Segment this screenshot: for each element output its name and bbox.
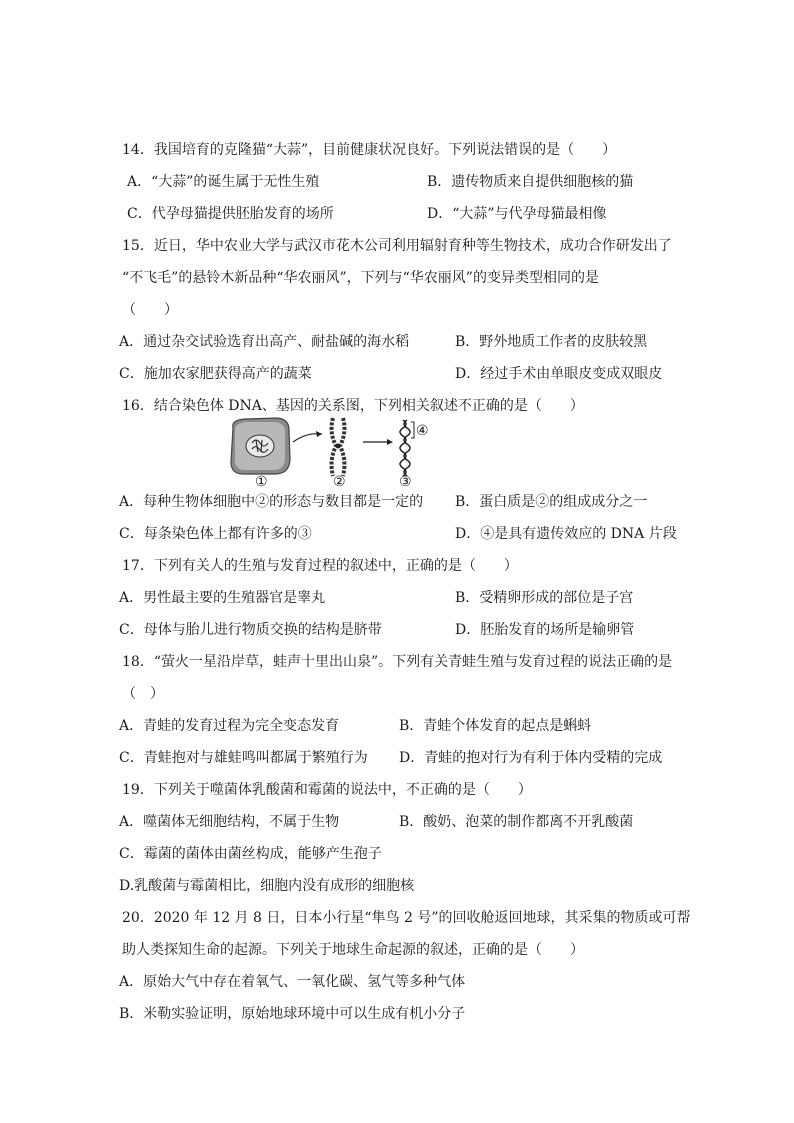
q15-option-d: D．经过手术由单眼皮变成双眼皮 <box>455 366 663 382</box>
q20-option-a: A．原始大气中存在着氧气、一氧化碳、氢气等多种气体 <box>119 974 466 990</box>
q17-option-b: B．受精卵形成的部位是子宫 <box>455 590 634 606</box>
q18-stem-line1: 18．“萤火一星沿岸草，蛙声十里出山泉”。下列有关青蛙生殖与发育过程的说法正确的是 <box>122 654 673 670</box>
dna-helix-icon <box>400 420 410 476</box>
q15-option-c: C．施加农家肥获得高产的蔬菜 <box>119 366 312 382</box>
diagram-graphic <box>225 416 435 480</box>
q17-option-a: A．男性最主要的生殖器官是睾丸 <box>119 590 326 606</box>
q19-stem: 19．下列关于噬菌体乳酸菌和霉菌的说法中，不正确的是（ ） <box>122 782 532 798</box>
q15-stem-line3: （ ） <box>122 302 178 318</box>
chromosome-icon <box>332 418 345 476</box>
q17-stem: 17．下列有关人的生殖与发育过程的叙述中，正确的是（ ） <box>122 558 518 574</box>
q19-option-b: B．酸奶、泡菜的制作都离不开乳酸菌 <box>399 814 634 830</box>
q14-stem: 14．我国培育的克隆猫“大蒜”，目前健康状况良好。下列说法错误的是（ ） <box>122 142 617 158</box>
q16-option-c: C．每条染色体上都有许多的③ <box>119 526 312 542</box>
q18-option-b: B．青蛙个体发育的起点是蝌蚪 <box>399 718 592 734</box>
q16-option-a: A．每种生物体细胞中②的形态与数目都是一定的 <box>119 494 424 510</box>
q16-stem: 16．结合染色体 DNA、基因的关系图，下列相关叙述不正确的是（ ） <box>122 398 584 414</box>
q18-option-a: A．青蛙的发育过程为完全变态发育 <box>119 718 340 734</box>
q20-stem-line1: 20．2020 年 12 月 8 日，日本小行星“隼鸟 2 号”的回收舱返回地球，其采集的物质或可帮 <box>122 910 691 926</box>
q15-option-b: B．野外地质工作者的皮肤较黑 <box>455 334 648 350</box>
arrow-1-icon <box>293 431 322 442</box>
gene-bracket-icon <box>411 422 414 438</box>
figure-label-2: ② <box>333 474 346 490</box>
figure-label-3: ③ <box>399 474 412 490</box>
q14-option-a: A．“大蒜”的诞生属于无性生殖 <box>127 174 320 190</box>
arrow-2-icon <box>363 439 393 445</box>
q19-option-d: D.乳酸菌与霉菌相比，细胞内没有成形的细胞核 <box>119 878 415 894</box>
q14-option-b: B．遗传物质来自提供细胞核的猫 <box>427 174 634 190</box>
q18-option-d: D．青蛙的抱对行为有利于体内受精的完成 <box>399 750 663 766</box>
figure-label-4: ④ <box>416 423 429 439</box>
q14-option-c: C．代孕母猫提供胚胎发育的场所 <box>127 206 334 222</box>
figure-label-1: ① <box>255 474 268 490</box>
q19-option-a: A．噬菌体无细胞结构，不属于生物 <box>119 814 340 830</box>
q17-option-d: D．胚胎发育的场所是输卵管 <box>455 622 635 638</box>
q17-option-c: C．母体与胎儿进行物质交换的结构是脐带 <box>119 622 382 638</box>
q18-option-c: C．青蛙抱对与雄蛙鸣叫都属于繁殖行为 <box>119 750 368 766</box>
q15-stem-line2: “不飞毛”的悬铃木新品种“华农丽风”，下列与“华农丽风”的变异类型相同的是 <box>122 270 599 286</box>
q14-option-d: D．“大蒜”与代孕母猫最相像 <box>427 206 607 222</box>
q16-option-d: D．④是具有遗传效应的 DNA 片段 <box>455 526 677 542</box>
chromosome-dna-gene-diagram <box>225 416 435 492</box>
q19-option-c: C．霉菌的菌体由菌丝构成，能够产生孢子 <box>119 846 382 862</box>
cell-icon <box>231 418 290 474</box>
q15-option-a: A．通过杂交试验选育出高产、耐盐碱的海水稻 <box>119 334 410 350</box>
q18-stem-line2: （ ） <box>122 686 164 702</box>
q20-option-b: B．米勒实验证明，原始地球环境中可以生成有机小分子 <box>119 1006 466 1022</box>
q15-stem-line1: 15．近日，华中农业大学与武汉市花木公司利用辐射育种等生物技术，成功合作研发出了 <box>122 238 672 254</box>
q20-stem-line2: 助人类探知生命的起源。下列关于地球生命起源的叙述，正确的是（ ） <box>122 942 584 958</box>
q16-option-b: B．蛋白质是②的组成成分之一 <box>455 494 648 510</box>
